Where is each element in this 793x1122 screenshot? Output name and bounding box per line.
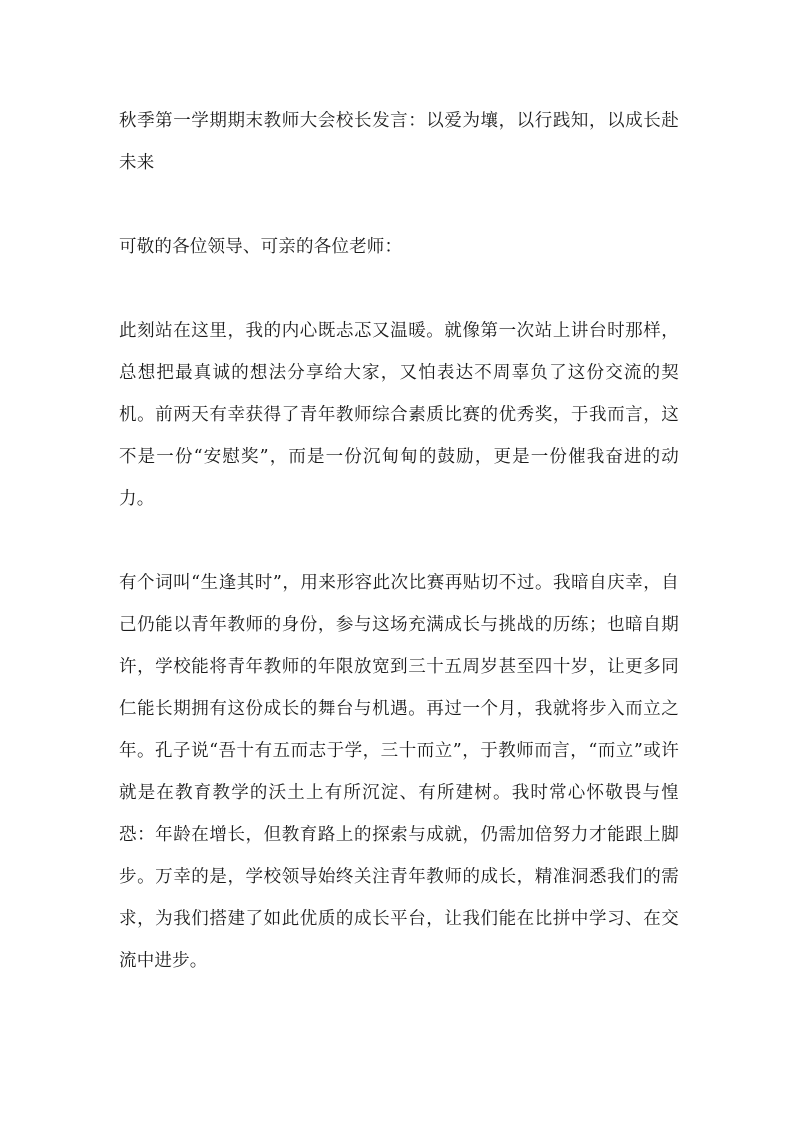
salutation: 可敬的各位领导、可亲的各位老师：	[119, 237, 403, 257]
paragraph-2: 有个词叫“生逢其时”，用来形容此次比赛再贴切不过。我暗自庆幸，自己仍能以青年教师的身份，参与这场充满成长与挑战的历练；也暗自期许，学校能将青年教师的年限放宽到三十五周岁甚至四十岁，让更多同仁能长期拥有这份成长的舞台与机遇。再过一个月，我就将步入而立之年。孔子说“吾十有五而志于学，三十而立”，于教师而言，“而立”或许就是在教育教学的沃土上有所沉淀、有所建树。我时常心怀敬畏与惶恐：年龄在增长，但教育路上的探索与成就，仍需加倍努力才能跟上脚步。万幸的是，学校领导始终关注青年教师的成长，精准洞悉我们的需求，为我们搭建了如此优质的成长平台，让我们能在比拼中学习、在交流中进步。	[119, 573, 679, 971]
document-page	[119, 100, 679, 982]
document-title: 秋季第一学期期末教师大会校长发言：以爱为壤，以行践知，以成长赴未来	[119, 111, 679, 173]
paragraph-1: 此刻站在这里，我的内心既忐忑又温暖。就像第一次站上讲台时那样，总想把最真诚的想法分享给大家，又怕表达不周辜负了这份交流的契机。前两天有幸获得了青年教师综合素质比赛的优秀奖，于我而言，这不是一份“安慰奖”，而是一份沉甸甸的鼓励，更是一份催我奋进的动力。	[119, 321, 679, 509]
